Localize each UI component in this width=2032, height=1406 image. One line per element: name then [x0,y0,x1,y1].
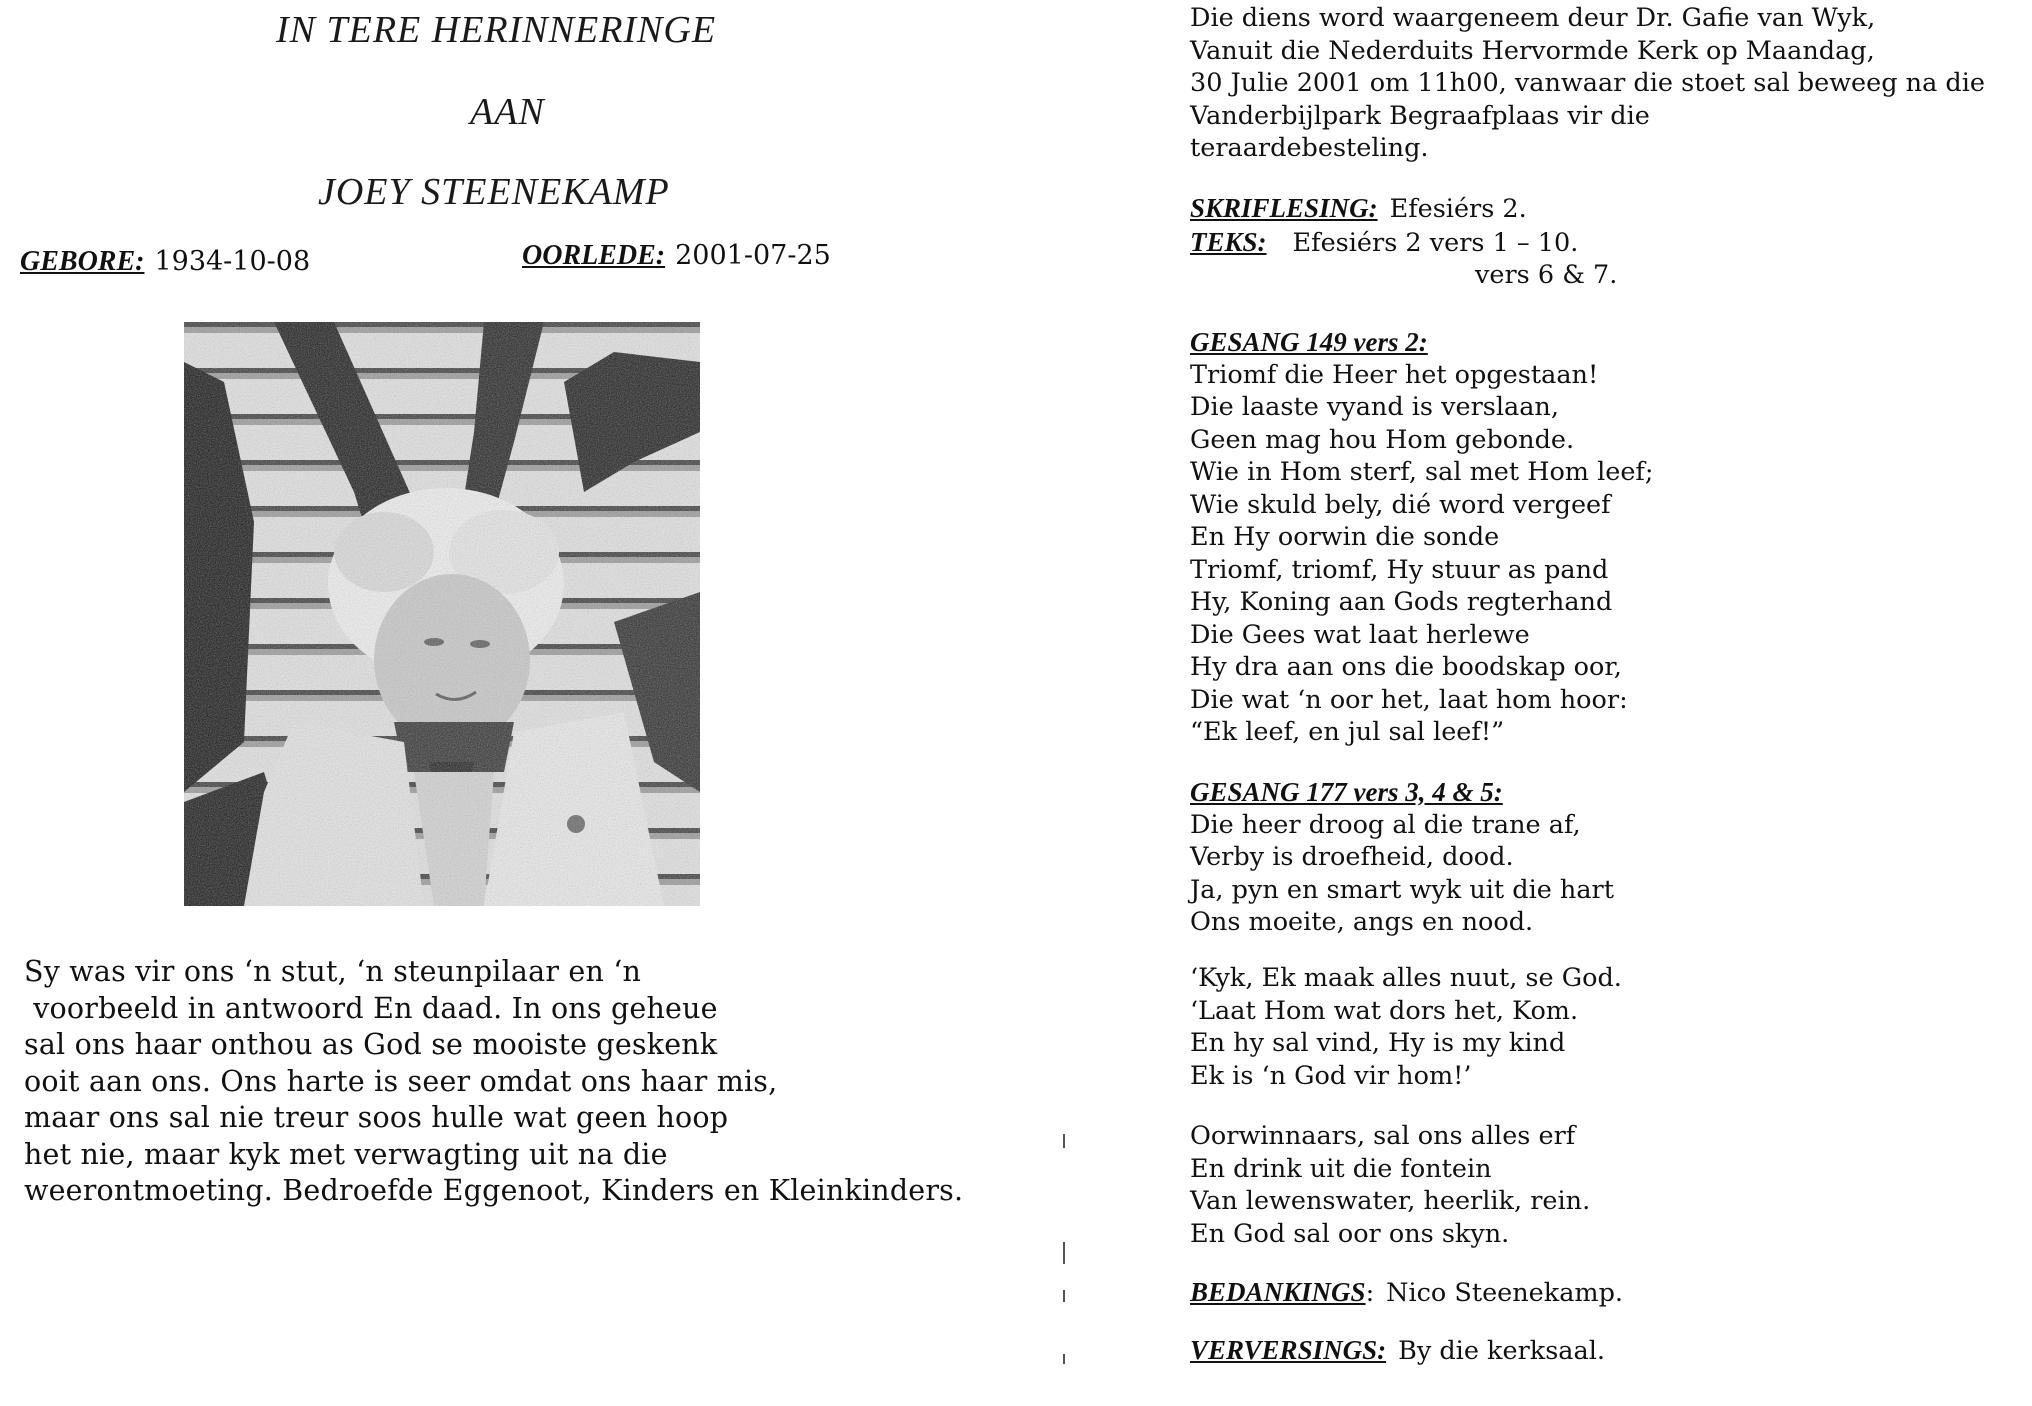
hymn-line: Ek is ‘n God vir hom!’ [1190,1060,1472,1091]
service-line: Die diens word waargeneem deur Dr. Gafie van Wyk, [1190,3,1876,33]
service-line: Vanderbijlpark Begraafplaas vir die [1190,100,1650,131]
hymn-line: Die heer droog al die trane af, [1190,809,1581,840]
reading-value: Efesiérs 2. [1389,194,1527,224]
fold-mark [1063,1354,1065,1364]
refreshments-label: VERVERSINGS: [1190,1335,1387,1365]
hymn-149-title: GESANG 149 vers 2: [1190,327,1428,357]
refreshments-row [1190,1334,2032,1368]
hymn-149 [1190,326,2032,749]
heading-to: AAN [470,91,545,133]
hymn-line: Hy dra aan ons die boodskap oor, [1190,652,1622,682]
thanks-label: BEDANKINGS [1190,1277,1366,1307]
hymn-line: Triomf die Heer het opgestaan! [1190,359,1599,390]
born-label: GEBORE: [20,246,145,277]
service-line: 30 Julie 2001 om 11h00, vanwaar die stoet sal beweeg na die [1190,68,1985,98]
heading-in-memory: IN TERE HERINNERINGE [276,9,717,51]
scripture-section [1190,192,2032,292]
hymn-line: En Hy oorwin die sonde [1190,522,1500,552]
text-label: TEKS: [1190,226,1267,257]
hymn-line: ‘Kyk, Ek maak alles nuut, se God. [1190,963,1622,993]
thanks-row [1190,1276,2032,1310]
hymn-line: Wie skuld bely, dié word vergeef [1190,489,1611,520]
tribute-line: maar ons sal nie treur soos hulle wat geen hoop [24,1101,729,1134]
service-details [1190,2,2032,165]
hymn-line: En hy sal vind, Hy is my kind [1190,1028,1566,1058]
hymn-177 [1190,776,2032,939]
died-label: OORLEDE: [522,240,666,271]
hymn-line: Ons moeite, angs en nood. [1190,907,1534,937]
fold-mark [1063,1242,1065,1264]
tribute-line: Sy was vir ons ‘n stut, ‘n steunpilaar en ‘n [24,955,642,988]
died-field [522,240,831,272]
reading-row [1190,192,2032,226]
born-field [20,246,310,278]
hymn-line: Triomf, triomf, Hy stuur as pand [1190,554,1609,585]
reading-label: SKRIFLESING: [1190,193,1378,223]
tribute-line: voorbeeld in antwoord En daad. In ons geheue [24,991,718,1025]
text-value-2: vers 6 & 7. [1475,260,1618,290]
hymn-line: En drink uit die fontein [1190,1153,1492,1184]
died-date: 2001-07-25 [675,240,831,271]
hymn-line: Ja, pyn en smart wyk uit die hart [1190,874,1614,905]
hymn-177-title: GESANG 177 vers 3, 4 & 5: [1190,777,1503,807]
hymn-line: Hy, Koning aan Gods regterhand [1190,587,1613,617]
thanks-value: Nico Steenekamp. [1386,1278,1624,1308]
right-page [1190,0,2032,1406]
thanks-colon: : [1365,1278,1375,1308]
hymn-line: ‘Laat Hom wat dors het, Kom. [1190,995,1579,1026]
hymn-line: Van lewenswater, heerlik, rein. [1190,1186,1591,1216]
deceased-name: JOEY STEENEKAMP [318,171,670,213]
hymn-line: Oorwinnaars, sal ons alles erf [1190,1121,1576,1151]
text-value: Efesiérs 2 vers 1 – 10. [1292,227,1579,258]
text-row [1190,226,2032,260]
refreshments-value: By die kerksaal. [1398,1336,1605,1366]
born-date: 1934-10-08 [154,246,311,277]
hymn-line: Die wat ‘n oor het, laat hom hoor: [1190,684,1628,715]
service-line: teraardebesteling. [1190,133,1429,163]
fold-mark [1063,1290,1065,1302]
fold-mark [1063,1134,1065,1148]
tribute-line: weerontmoeting. Bedroefde Eggenoot, Kinders en Kleinkinders. [24,1174,964,1207]
tribute-paragraph [24,954,1024,1210]
hymn-line: Wie in Hom sterf, sal met Hom leef; [1190,457,1654,487]
hymn-177-stanza-2 [1190,962,2032,1092]
tribute-line: sal ons haar onthou as God se mooiste geskenk [24,1028,718,1061]
hymn-line: Die Gees wat laat herlewe [1190,619,1530,650]
tribute-line: ooit aan ons. Ons harte is seer omdat ons haar mis, [24,1064,778,1098]
tribute-line: het nie, maar kyk met verwagting uit na die [24,1137,668,1171]
hymn-line: En God sal oor ons skyn. [1190,1218,1510,1249]
hymn-line: Die laaste vyand is verslaan, [1190,392,1559,422]
service-line: Vanuit die Nederduits Hervormde Kerk op Maandag, [1190,35,1875,66]
hymn-177-stanza-3 [1190,1120,2032,1250]
hymn-line: “Ek leef, en jul sal leef!” [1190,717,1505,747]
hymn-line: Verby is droefheid, dood. [1190,842,1514,872]
portrait-photo [184,322,700,906]
hymn-line: Geen mag hou Hom gebonde. [1190,424,1575,455]
